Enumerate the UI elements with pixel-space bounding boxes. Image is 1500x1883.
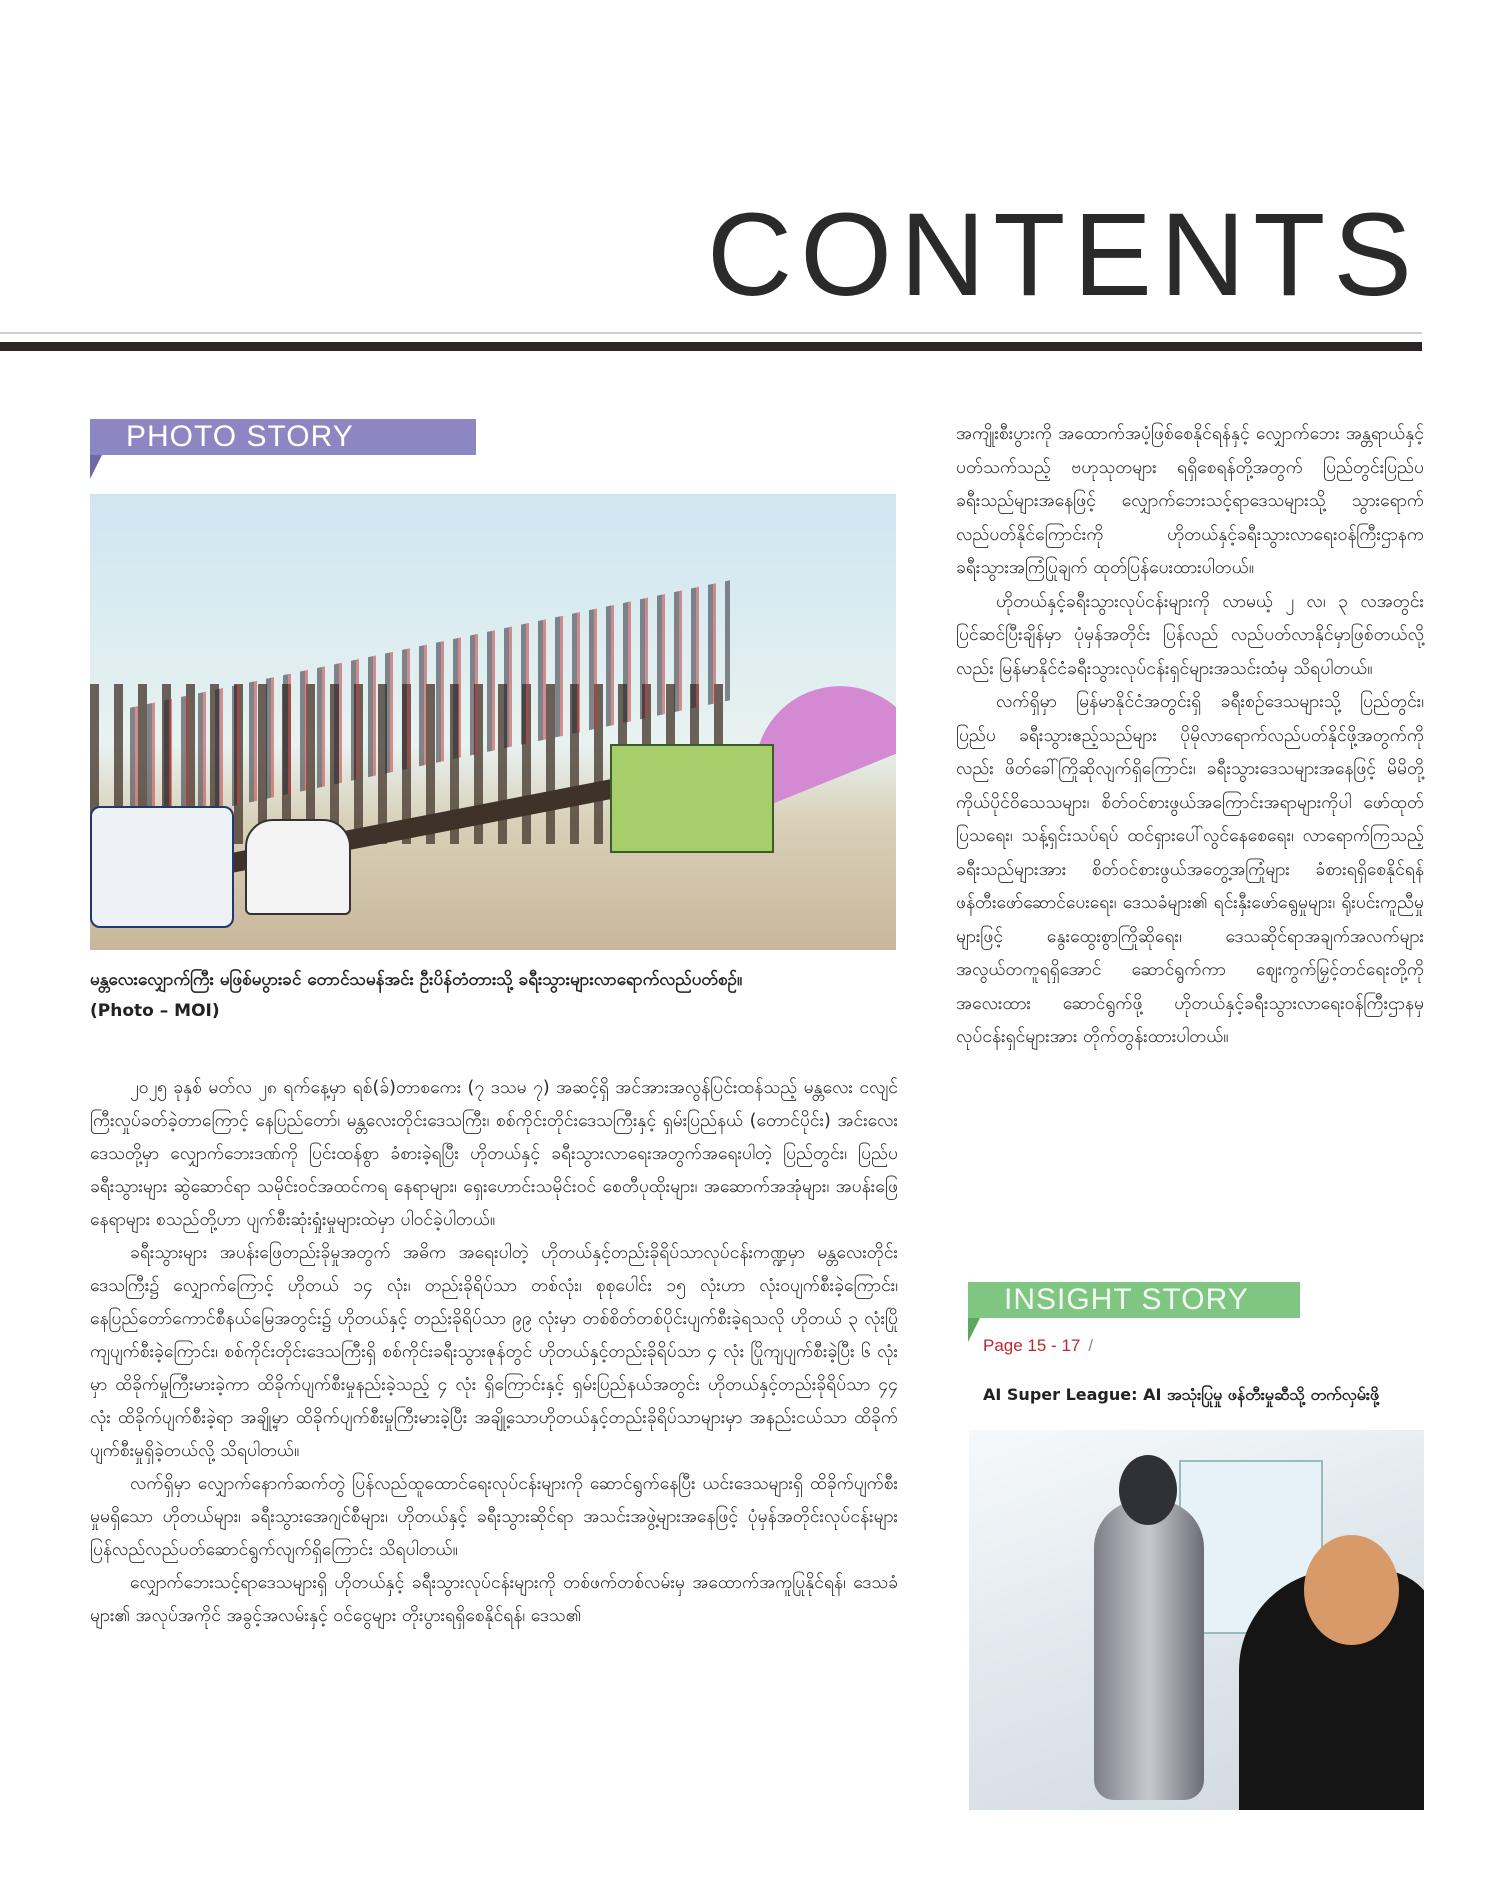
insight-headline[interactable]: AI Super League: AI အသုံးပြုမှု ဖန်တီးမှုဆီသို့ တက်လှမ်းဖို့: [983, 1385, 1380, 1404]
article-paragraph: ဟိုတယ်နှင့်ခရီးသွားလုပ်ငန်းများကို လာမယ့် ၂ လ၊ ၃ လအတွင်း ပြင်ဆင်ပြီးချိန်မှာ ပုံမှန်အတိုင်း ပြန်လည် လည်ပတ်လာနိုင်မှာဖြစ်တယ်လို့လည်း မြန်မာနိုင်ငံခရီးသွားလုပ်ငန်းရှင်များအသင်းထံမှ သိရပါတယ်။: [956, 591, 1424, 679]
photo-caption: [90, 965, 896, 1027]
photo-story-tab[interactable]: [90, 419, 476, 455]
white-minitruck: [90, 806, 234, 928]
auto-rickshaw: [245, 819, 351, 915]
article-paragraph: အကျိုးစီးပွားကို အထောက်အပံ့ဖြစ်စေနိုင်ရန်နှင့် လျှောက်ဘေး အန္တရာယ်နှင့် ပတ်သက်သည့် ဗဟုသုတများ ရရှိစေရန်တို့အတွက် ပြည်တွင်းပြည်ပ ခရီးသည်များအနေဖြင့် လျှောက်ဘေးသင့်ရာဒေသများသို့ သွားရောက် လည်ပတ်နိုင်ကြောင်းကို ဟိုတယ်နှင့်ခရီးသွားလာရေးဝန်ကြီးဌာနက ခရီးသွားအကြံပြုချက် ထုတ်ပြန်ပေးထားပါတယ်။: [956, 424, 1424, 578]
header-divider-thin: [0, 332, 1422, 334]
header-divider-thick: [0, 342, 1422, 351]
insight-story-label: INSIGHT STORY: [1004, 1283, 1249, 1316]
page-title: CONTENTS: [707, 189, 1420, 321]
robot-head: [1119, 1455, 1177, 1525]
article-paragraph: လက်ရှိမှာ လျှောက်နောက်ဆက်တွဲ ပြန်လည်ထူထောင်ရေးလုပ်ငန်းများကို ဆောင်ရွက်နေပြီး ယင်းဒေသများရှိ ထိခိုက်ပျက်စီးမှုမရှိသော ဟိုတယ်များ၊ ခရီးသွားအေဂျင်စီများ၊ ဟိုတယ်နှင့် ခရီးသွားဆိုင်ရာ အသင်းအဖွဲ့များအနေဖြင့် ပုံမှန်အတိုင်းလုပ်ငန်းများ ပြန်လည်လည်ပတ်ဆောင်ရွက်လျက်ရှိကြောင်း သိရပါတယ်။: [90, 1474, 898, 1560]
article-right-column: [956, 418, 1424, 1055]
article-paragraph: ၂၀၂၅ ခုနှစ် မတ်လ ၂၈ ရက်နေ့မှာ ရစ်(ခ်)တာစကေး (၇ ဒသမ ၇) အဆင့်ရှိ အင်အားအလွန်ပြင်းထန်သည့် မန္တလေး ငလျင်ကြီးလှုပ်ခတ်ခဲ့တာကြောင့် နေပြည်တော်၊ မန္တလေးတိုင်းဒေသကြီး၊ စစ်ကိုင်းတိုင်းဒေသကြီးနှင့် ရှမ်းပြည်နယ် (တောင်ပိုင်း) အင်းလေးဒေသတို့မှာ လျှောက်ဘေးဒဏ်ကို ပြင်းထန်စွာ ခံစားခဲ့ရပြီး ဟိုတယ်နှင့် ခရီးသွားလာရေးအတွက်အရေးပါတဲ့ ပြည်တွင်း၊ ပြည်ပ ခရီးသွားများ ဆွဲဆောင်ရာ သမိုင်းဝင်အထင်ကရ နေရာများ၊ ရှေးဟောင်းသမိုင်းဝင် စေတီပုထိုးများ၊ အဆောက်အအုံများ၊ အပန်းဖြေနေရာများ စသည်တို့ဟာ ပျက်စီးဆုံးရှုံးမှုများထဲမှာ ပါဝင်ခဲ့ပါတယ်။: [90, 1078, 898, 1230]
green-food-truck: [610, 744, 774, 853]
insight-story-tab[interactable]: [968, 1282, 1300, 1318]
u-bein-bridge-photo: [90, 494, 896, 950]
photo-story-label: PHOTO STORY: [126, 420, 354, 453]
article-paragraph: ခရီးသွားများ အပန်းဖြေတည်းခိုမှုအတွက် အဓိက အရေးပါတဲ့ ဟိုတယ်နှင့်တည်းခိုရိပ်သာလုပ်ငန်းကဏ္ဍမှာ မန္တလေးတိုင်းဒေသကြီး၌ လျှောက်ကြောင့် ဟိုတယ် ၁၄ လုံး၊ တည်းခိုရိပ်သာ တစ်လုံး၊ စုစုပေါင်း ၁၅ လုံးဟာ လုံးဝပျက်စီးခဲ့ကြောင်း၊ နေပြည်တော်ကောင်စီနယ်မြေအတွင်း၌ ဟိုတယ်နှင့် တည်းခိုရိပ်သာ ၉၉ လုံးမှာ တစ်စိတ်တစ်ပိုင်းပျက်စီးခဲ့ရသလို ဟိုတယ် ၃ လုံးပြိုကျပျက်စီးခဲ့ကြောင်း၊ စစ်ကိုင်းတိုင်းဒေသကြီးရှိ စစ်ကိုင်းခရီးသွားဇုန်တွင် ဟိုတယ်နှင့်တည်းခိုရိပ်သာ ၄ လုံး ပြိုကျပျက်စီးခဲ့ပြီး ၆ လုံးမှာ ထိခိုက်မှုကြီးမားခဲ့ကာ ထိခိုက်ပျက်စီးမှုနည်းခဲ့သည့် ၄ လုံး ရှိကြောင်းနှင့် ရှမ်းပြည်နယ်အတွင်း ဟိုတယ်နှင့်တည်းခိုရိပ်သာ ၄၄ လုံး ထိခိုက်ပျက်စီးခဲ့ရာ အချို့မှာ ထိခိုက်ပျက်စီးမှုကြီးမားခဲ့ပြီး အချို့သောဟိုတယ်နှင့်တည်းခိုရိပ်သာများမှာ အနည်းငယ်သာ ထိခိုက်ပျက်စီးမှုရှိခဲ့တယ်လို့ သိရပါတယ်။: [90, 1243, 898, 1461]
caption-text: မန္တလေးလျှောက်ကြီး မဖြစ်မပွားခင် တောင်သမန်အင်း ဦးပိန်တံတားသို့ ခရီးသွားများလာရောက်လည်ပတ်စဉ်။: [90, 970, 743, 990]
tab-fold-decoration: [968, 1318, 980, 1342]
visitor-head: [1304, 1535, 1399, 1645]
tab-fold-decoration: [90, 455, 102, 479]
page-range: Page 15 - 17: [983, 1336, 1081, 1355]
article-paragraph: လက်ရှိမှာ မြန်မာနိုင်ငံအတွင်းရှိ ခရီးစဉ်ဒေသများသို့ ပြည်တွင်း၊ ပြည်ပ ခရီးသွားဧည့်သည်များ ပိုမိုလာရောက်လည်ပတ်နိုင်ဖို့အတွက်ကိုလည်း ဖိတ်ခေါ်ကြိုဆိုလျက်ရှိကြောင်း၊ ခရီးသွားဒေသများအနေဖြင့် မိမိတို့ ကိုယ်ပိုင်ဝိသေသများ၊ စိတ်ဝင်စားဖွယ်အကြောင်းအရာများကိုပါ ဖော်ထုတ်ပြသရေး၊ သန့်ရှင်းသပ်ရပ် ထင်ရှားပေါ်လွင်နေစေရေး၊ လာရောက်ကြသည့်ခရီးသည်များအား စိတ်ဝင်စားဖွယ်အတွေ့အကြုံများ ခံစားရရှိစေနိုင်ရန် ဖန်တီးဖော်ဆောင်ပေးရေး၊ ဒေသခံများ၏ ရင်းနှီးဖော်ရွေမှုများ၊ ရိုးပင်းကူညီမှုများဖြင့် နွေးထွေးစွာကြိုဆိုရေး၊ ဒေသဆိုင်ရာအချက်အလက်များ အလွယ်တကူရရှိအောင် ဆောင်ရွက်ကာ ဈေးကွက်မြှင့်တင်ရေးတို့ကို အလေးထား ဆောင်ရွက်ဖို့ ဟိုတယ်နှင့်ခရီးသွားလာရေးဝန်ကြီးဌာနမှ လုပ်ငန်းရှင်များအား တိုက်တွန်းထားပါတယ်။: [956, 692, 1424, 1047]
photo-credit: (Photo – MOI): [90, 1001, 220, 1021]
slash-divider: /: [1088, 1336, 1094, 1355]
insight-page-reference[interactable]: [983, 1336, 1093, 1356]
article-paragraph: လျှောက်ဘေးသင့်ရာဒေသများရှိ ဟိုတယ်နှင့် ခရီးသွားလုပ်ငန်းများကို တစ်ဖက်တစ်လမ်းမှ အထောက်အကူပြုနိုင်ရန်၊ ဒေသခံများ၏ အလုပ်အကိုင် အခွင့်အလမ်းနှင့် ဝင်ငွေများ တိုးပွားရရှိစေနိုင်ရန်၊ ဒေသ၏: [90, 1573, 898, 1626]
humanoid-robot-photo: [969, 1430, 1424, 1810]
article-left-column: [90, 1072, 898, 1633]
robot-body: [1094, 1500, 1204, 1800]
